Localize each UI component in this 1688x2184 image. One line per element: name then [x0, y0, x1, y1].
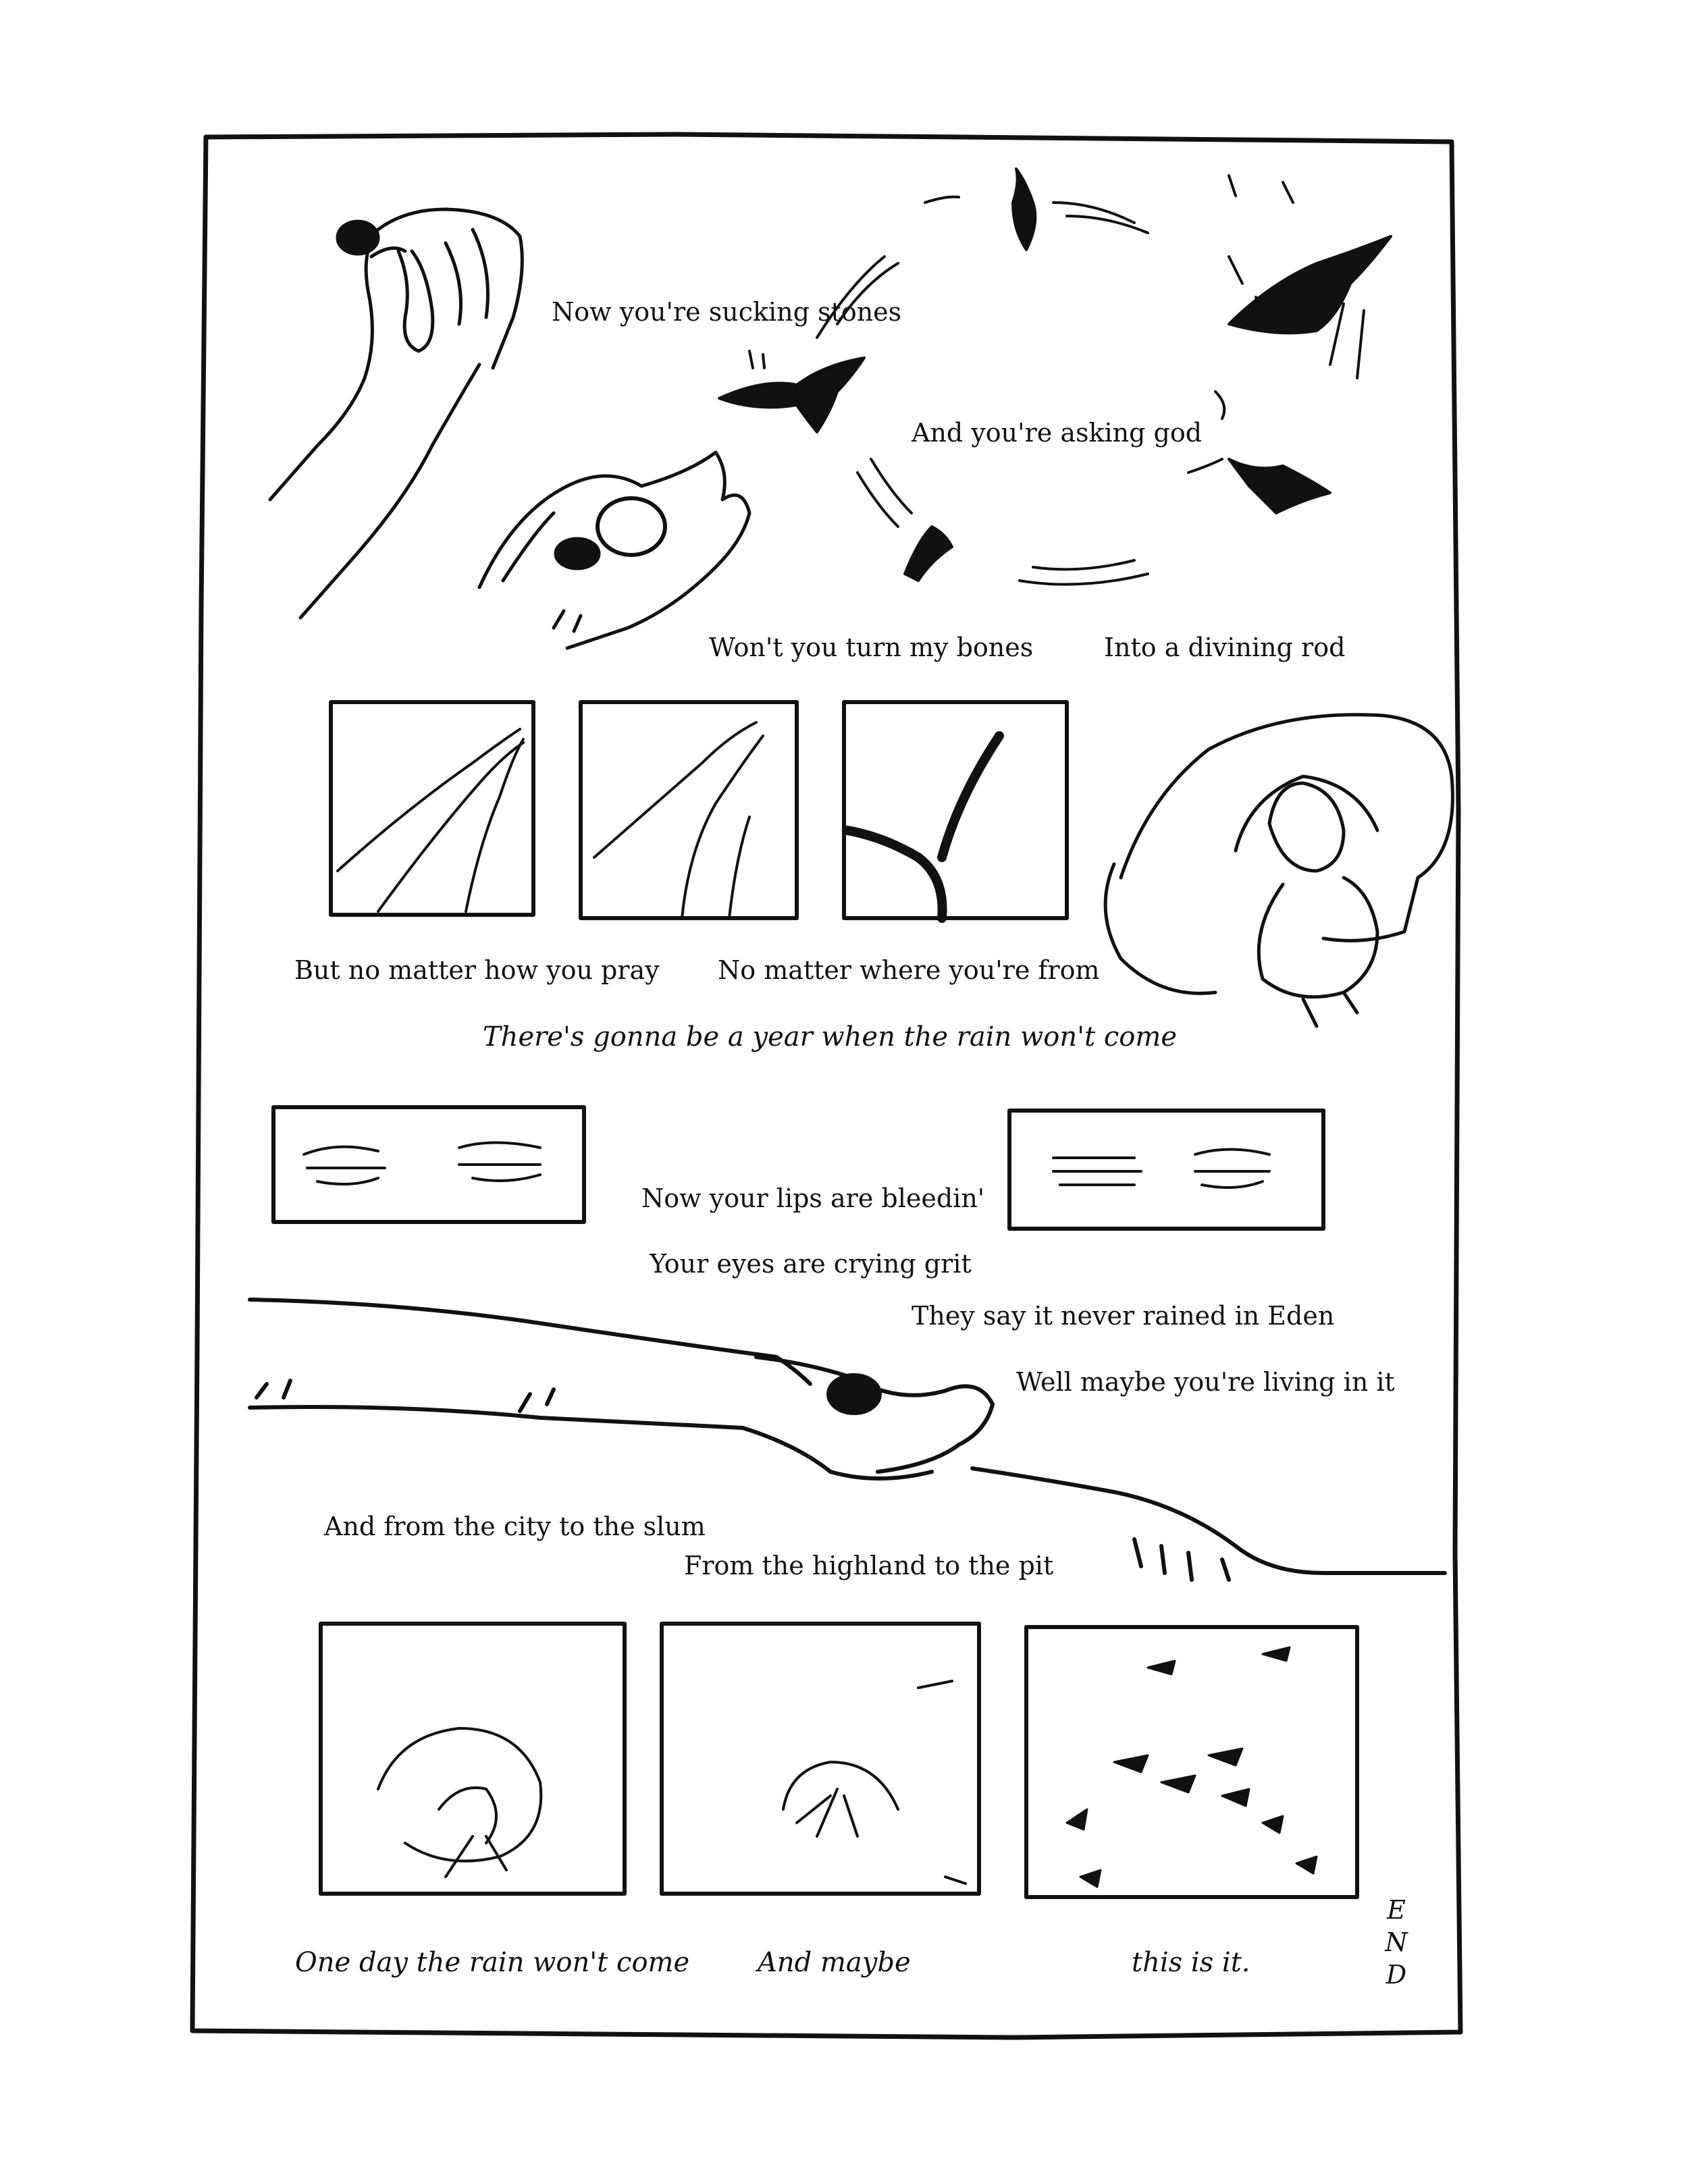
circling-birds-drawing: [719, 169, 1391, 585]
frame-praying-hands: [331, 702, 533, 915]
crouching-figure-drawing: [1105, 715, 1452, 1026]
caption-lips-bleedin: Now your lips are bleedin': [641, 1183, 985, 1213]
caption-rain-wont-come: There's gonna be a year when the rain won't come: [483, 1021, 1177, 1053]
end-letter-n: N: [1385, 1927, 1408, 1957]
frame-curled-figure-1: [321, 1624, 625, 1894]
page-border: [192, 134, 1460, 2037]
caption-city-to-slum: And from the city to the slum: [324, 1512, 706, 1541]
hand-holding-stone-drawing: [270, 209, 522, 618]
caption-asking-god: And you're asking god: [912, 418, 1203, 448]
caption-rained-in-eden: They say it never rained in Eden: [912, 1301, 1335, 1331]
caption-turn-my-bones: Won't you turn my bones: [709, 633, 1034, 662]
frame-divining-rod: [844, 702, 1067, 918]
frame-curled-figure-2: [662, 1624, 979, 1894]
frame-eyes-left: [273, 1107, 584, 1222]
caption-sucking-stones: Now you're sucking stones: [552, 297, 902, 327]
frame-scattering-birds: [1026, 1627, 1357, 1897]
end-letter-e: E: [1387, 1895, 1406, 1925]
end-letter-d: D: [1386, 1960, 1407, 1990]
caption-living-in-it: Well maybe you're living in it: [1016, 1367, 1395, 1397]
caption-and-maybe: And maybe: [758, 1947, 911, 1978]
frame-eyes-right: [1009, 1111, 1323, 1229]
caption-one-day: One day the rain won't come: [295, 1947, 690, 1978]
frame-reaching-hands: [581, 702, 797, 918]
caption-how-you-pray: But no matter how you pray: [294, 955, 660, 985]
end-mark: [1383, 1894, 1410, 1991]
caption-crying-grit: Your eyes are crying grit: [650, 1249, 972, 1279]
caption-highland-to-pit: From the highland to the pit: [684, 1551, 1054, 1580]
caption-this-is-it: this is it.: [1132, 1947, 1250, 1978]
caption-divining-rod: Into a divining rod: [1104, 633, 1346, 662]
cupped-hand-stone-drawing: [479, 452, 749, 648]
caption-where-youre-from: No matter where you're from: [718, 955, 1100, 985]
